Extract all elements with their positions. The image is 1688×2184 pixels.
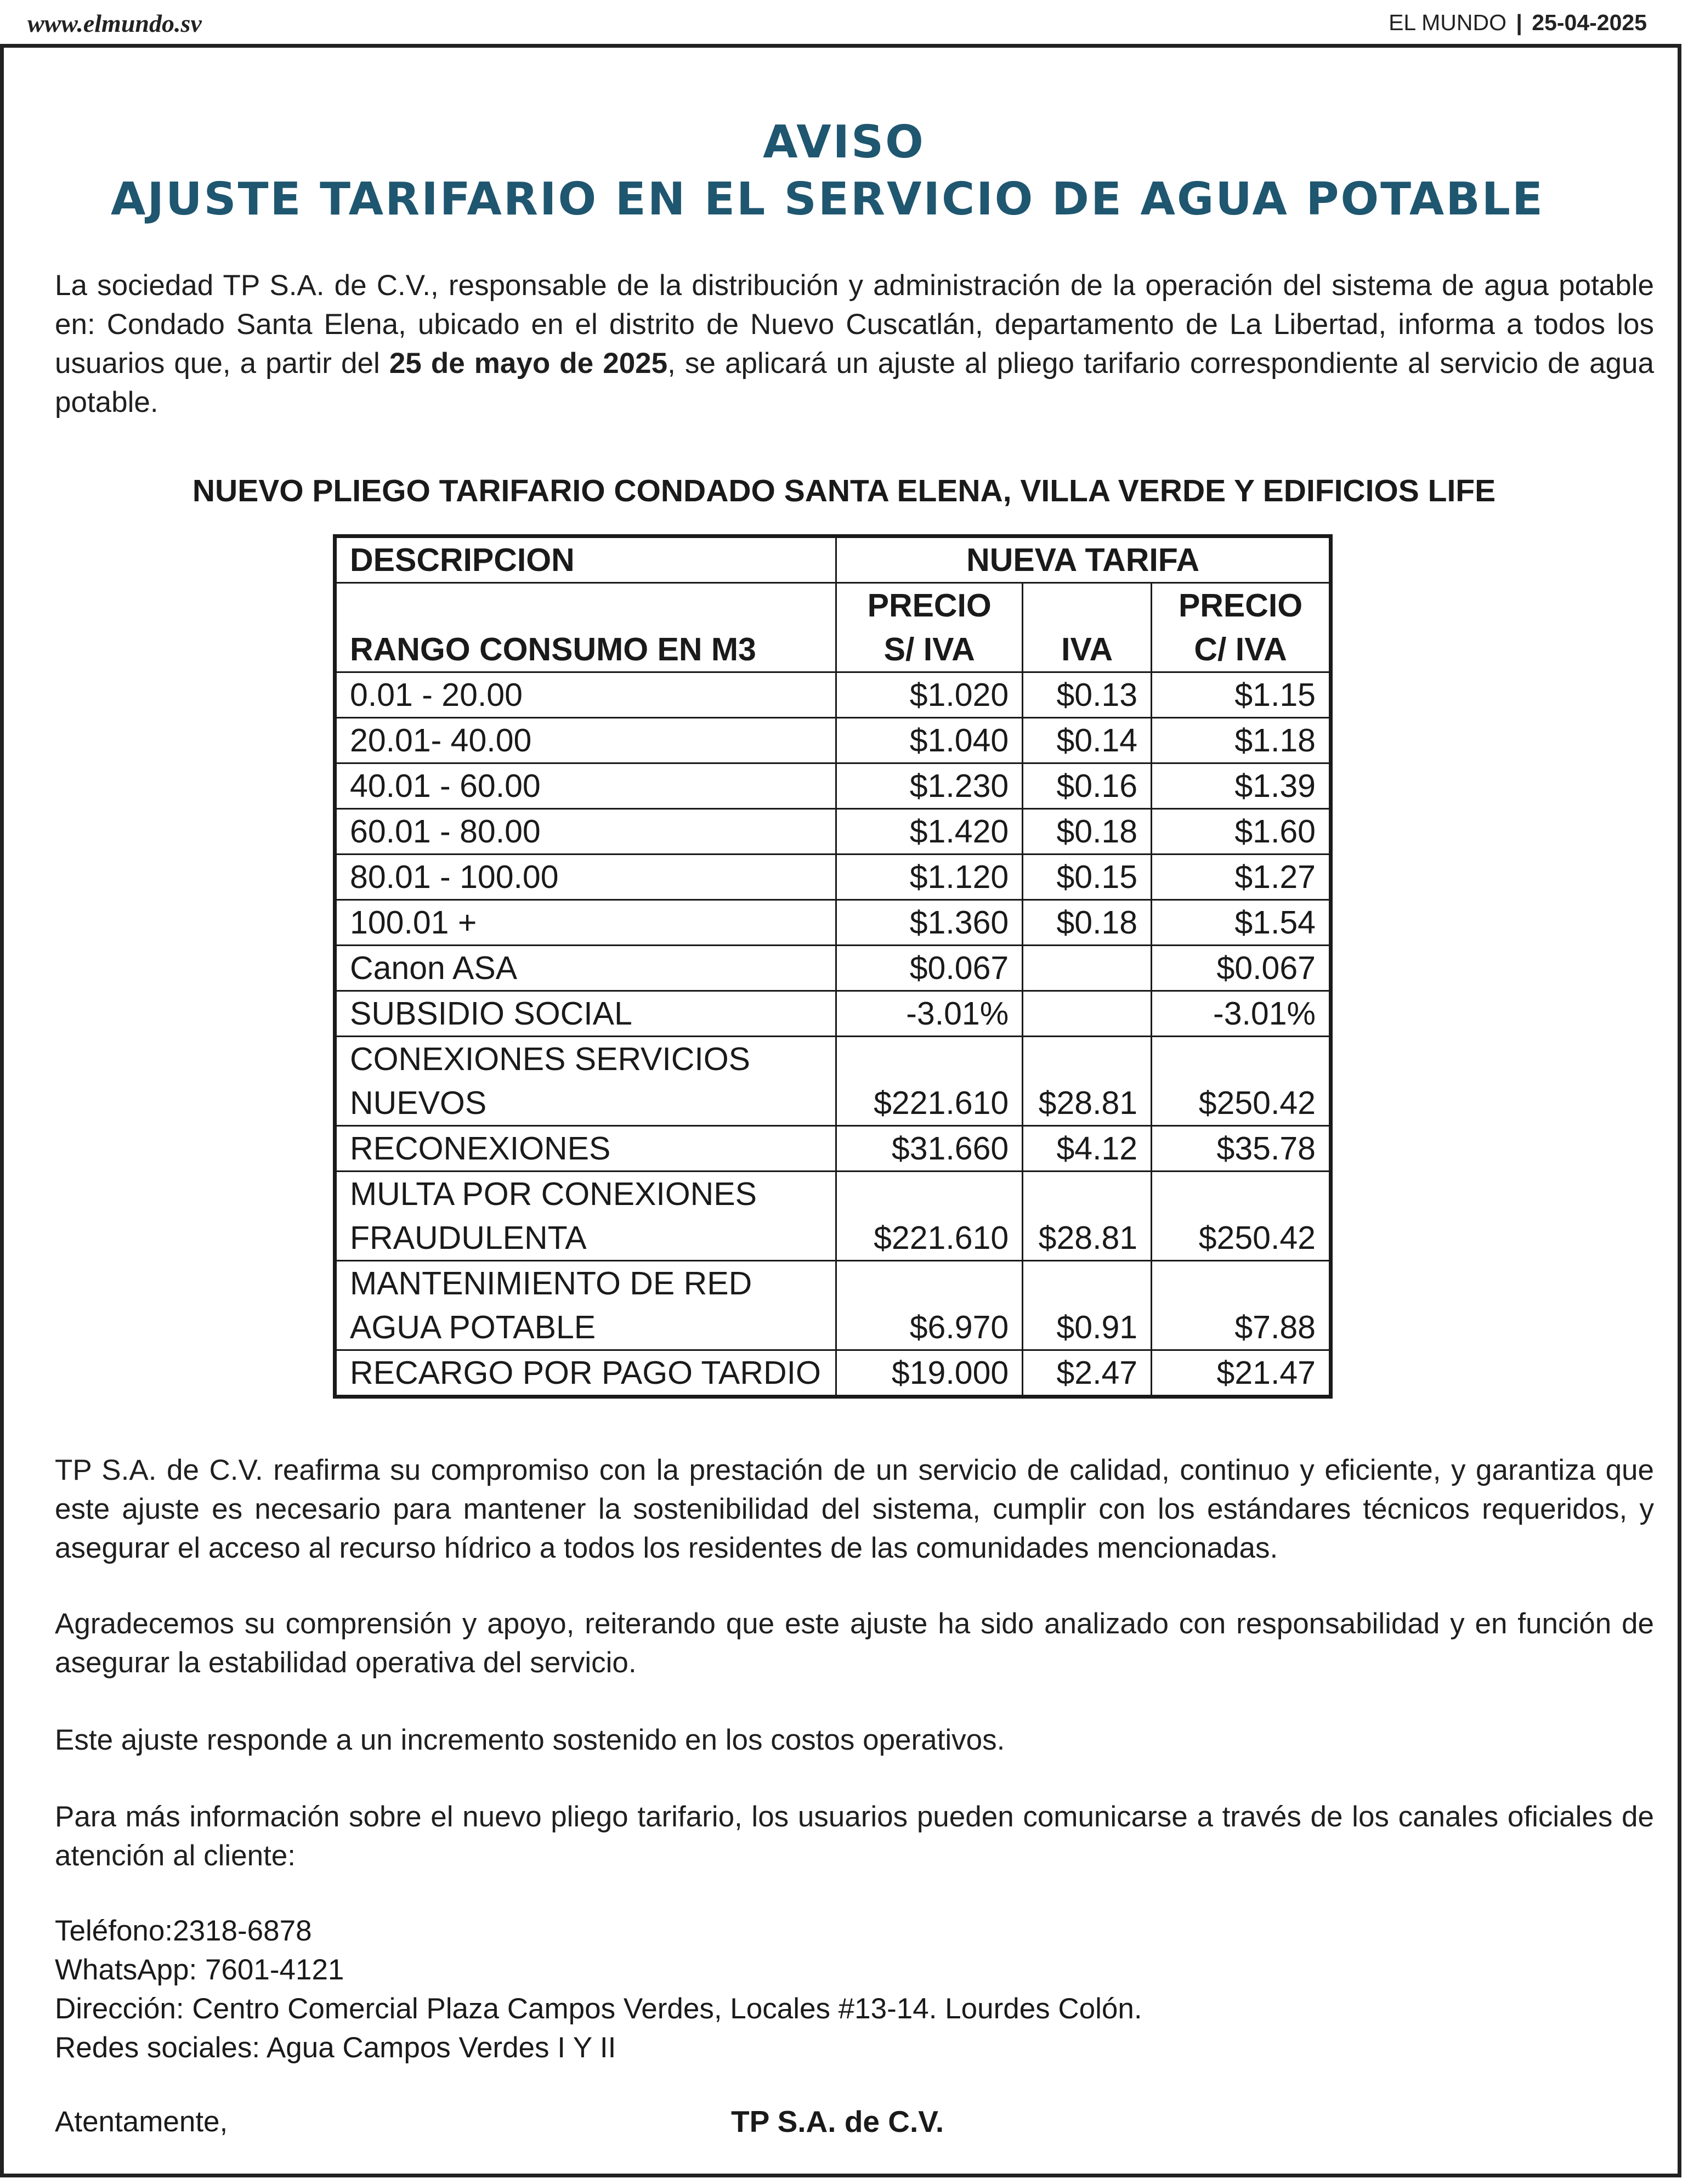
table-header-row [335,536,1331,583]
row-iva: $2.47 [1023,1350,1152,1397]
row-description: 60.01 - 80.00 [335,809,836,855]
row-iva: $0.18 [1023,900,1152,946]
row-price-no-tax: $1.040 [836,718,1023,763]
row-description: Canon ASA [335,946,836,991]
notice-title: AVISO [763,116,925,168]
info-paragraph: Para más información sobre el nuevo pliego tarifario, los usuarios pueden comunicarse a través de los canales oficiales de atención al cliente: [55,1801,1654,1872]
row-description: CONEXIONES SERVICIOS NUEVOS [335,1037,836,1126]
row-price-with-tax: $1.39 [1152,763,1331,809]
row-iva: $28.81 [1023,1172,1152,1261]
row-description: 40.01 - 60.00 [335,763,836,809]
closing-text: Atentamente, [55,2106,228,2138]
contact-phone: Teléfono:2318-6878 [55,1915,312,1947]
header-price-with-tax-line1: PRECIO [1178,587,1303,624]
reason-paragraph: Este ajuste responde a un incremento sostenido en los costos operativos. [55,1724,1005,1756]
row-description: 100.01 + [335,900,836,946]
row-price-with-tax: $250.42 [1152,1037,1331,1126]
contact-whatsapp: WhatsApp: 7601-4121 [55,1954,344,1986]
row-price-no-tax: $1.120 [836,855,1023,900]
header-iva: IVA [1023,583,1152,672]
publication-name: EL MUNDO [1389,10,1506,35]
tariff-table [333,534,1333,1399]
row-description: RECARGO POR PAGO TARDIO [335,1350,836,1397]
row-price-with-tax: $0.067 [1152,946,1331,991]
table-row [335,1172,1331,1261]
page-header [27,5,1688,44]
contact-social: Redes sociales: Agua Campos Verdes I Y II [55,2032,616,2064]
header-price-no-tax-line2: S/ IVA [883,631,975,667]
row-price-with-tax: $1.15 [1152,672,1331,718]
table-row [335,946,1331,991]
row-price-with-tax: $1.60 [1152,809,1331,855]
header-price-with-tax [1152,583,1331,672]
header-price-no-tax-line1: PRECIO [867,587,992,624]
intro-text-end: , se aplicará un ajuste al pliego tarifario correspondiente al servicio de agua potable. [55,347,1654,418]
row-description: 0.01 - 20.00 [335,672,836,718]
row-price-no-tax: $221.610 [836,1037,1023,1126]
table-row [335,855,1331,900]
site-url: www.elmundo.sv [27,9,202,37]
header-range: RANGO CONSUMO EN M3 [335,583,836,672]
row-price-no-tax: $6.970 [836,1261,1023,1350]
contact-address: Dirección: Centro Comercial Plaza Campos Verdes, Locales #13-14. Lourdes Colón. [55,1993,1142,2025]
table-row [335,809,1331,855]
intro-text-start: La sociedad TP S.A. de C.V., responsable de la distribución y administración de la operación del sistema de agua potable en: Condado Santa Elena, ubicado en el distrito de Nuevo Cuscatlán, departamento de La Libertad, informa a todos los usuarios que, a partir del [55,269,1654,380]
table-row [335,991,1331,1037]
row-iva: $0.16 [1023,763,1152,809]
row-price-no-tax: $221.610 [836,1172,1023,1261]
effective-date: 25 de mayo de 2025 [389,347,668,380]
table-row [335,1350,1331,1397]
row-iva: $0.13 [1023,672,1152,718]
intro-paragraph [55,266,1654,422]
signature: TP S.A. de C.V. [731,2104,944,2138]
row-description: MULTA POR CONEXIONES FRAUDULENTA [335,1172,836,1261]
row-price-with-tax: $1.54 [1152,900,1331,946]
row-price-no-tax: $31.660 [836,1126,1023,1172]
header-price-no-tax [836,583,1023,672]
table-row [335,718,1331,763]
thanks-paragraph: Agradecemos su comprensión y apoyo, reiterando que este ajuste ha sido analizado con responsabilidad y en función de asegurar la estabilidad operativa del servicio. [55,1608,1654,1679]
publication-date: 25-04-2025 [1532,10,1647,35]
row-description: MANTENIMIENTO DE RED AGUA POTABLE [335,1261,836,1350]
row-iva: $4.12 [1023,1126,1152,1172]
row-price-no-tax: $19.000 [836,1350,1023,1397]
row-price-no-tax: $1.230 [836,763,1023,809]
table-row [335,1037,1331,1126]
row-description: SUBSIDIO SOCIAL [335,991,836,1037]
commitment-paragraph: TP S.A. de C.V. reafirma su compromiso con la prestación de un servicio de calidad, continuo y eficiente, y garantiza que este ajuste es necesario para mantener la sostenibilidad del sistema, cumplir con los estándares técnicos requeridos, y asegurar el acceso al recurso hídrico a todos los residentes de las comunidades mencionadas. [55,1454,1654,1564]
row-price-no-tax: $1.020 [836,672,1023,718]
table-row [335,900,1331,946]
row-price-no-tax: -3.01% [836,991,1023,1037]
contact-block [55,1911,1142,2067]
dateline-separator: | [1516,10,1522,35]
row-price-no-tax: $1.420 [836,809,1023,855]
table-row [335,1126,1331,1172]
table-subheader-row [335,583,1331,672]
row-price-with-tax: -3.01% [1152,991,1331,1037]
row-price-with-tax: $21.47 [1152,1350,1331,1397]
header-new-rate: NUEVA TARIFA [836,536,1331,583]
row-iva: $28.81 [1023,1037,1152,1126]
table-row [335,1261,1331,1350]
row-price-no-tax: $0.067 [836,946,1023,991]
row-iva: $0.15 [1023,855,1152,900]
row-iva: $0.91 [1023,1261,1152,1350]
row-price-with-tax: $1.18 [1152,718,1331,763]
row-iva: $0.14 [1023,718,1152,763]
row-iva [1023,991,1152,1037]
row-description: RECONEXIONES [335,1126,836,1172]
dateline [1389,10,1647,36]
table-row [335,672,1331,718]
header-price-with-tax-line2: C/ IVA [1194,631,1287,667]
table-row [335,763,1331,809]
row-price-with-tax: $250.42 [1152,1172,1331,1261]
row-description: 20.01- 40.00 [335,718,836,763]
row-price-no-tax: $1.360 [836,900,1023,946]
row-iva: $0.18 [1023,809,1152,855]
header-description: DESCRIPCION [335,536,836,583]
table-heading: NUEVO PLIEGO TARIFARIO CONDADO SANTA ELENA, VILLA VERDE Y EDIFICIOS LIFE [192,473,1496,508]
row-iva [1023,946,1152,991]
row-price-with-tax: $1.27 [1152,855,1331,900]
row-price-with-tax: $7.88 [1152,1261,1331,1350]
row-description: 80.01 - 100.00 [335,855,836,900]
notice-subtitle: AJUSTE TARIFARIO EN EL SERVICIO DE AGUA POTABLE [111,173,1544,225]
row-price-with-tax: $35.78 [1152,1126,1331,1172]
